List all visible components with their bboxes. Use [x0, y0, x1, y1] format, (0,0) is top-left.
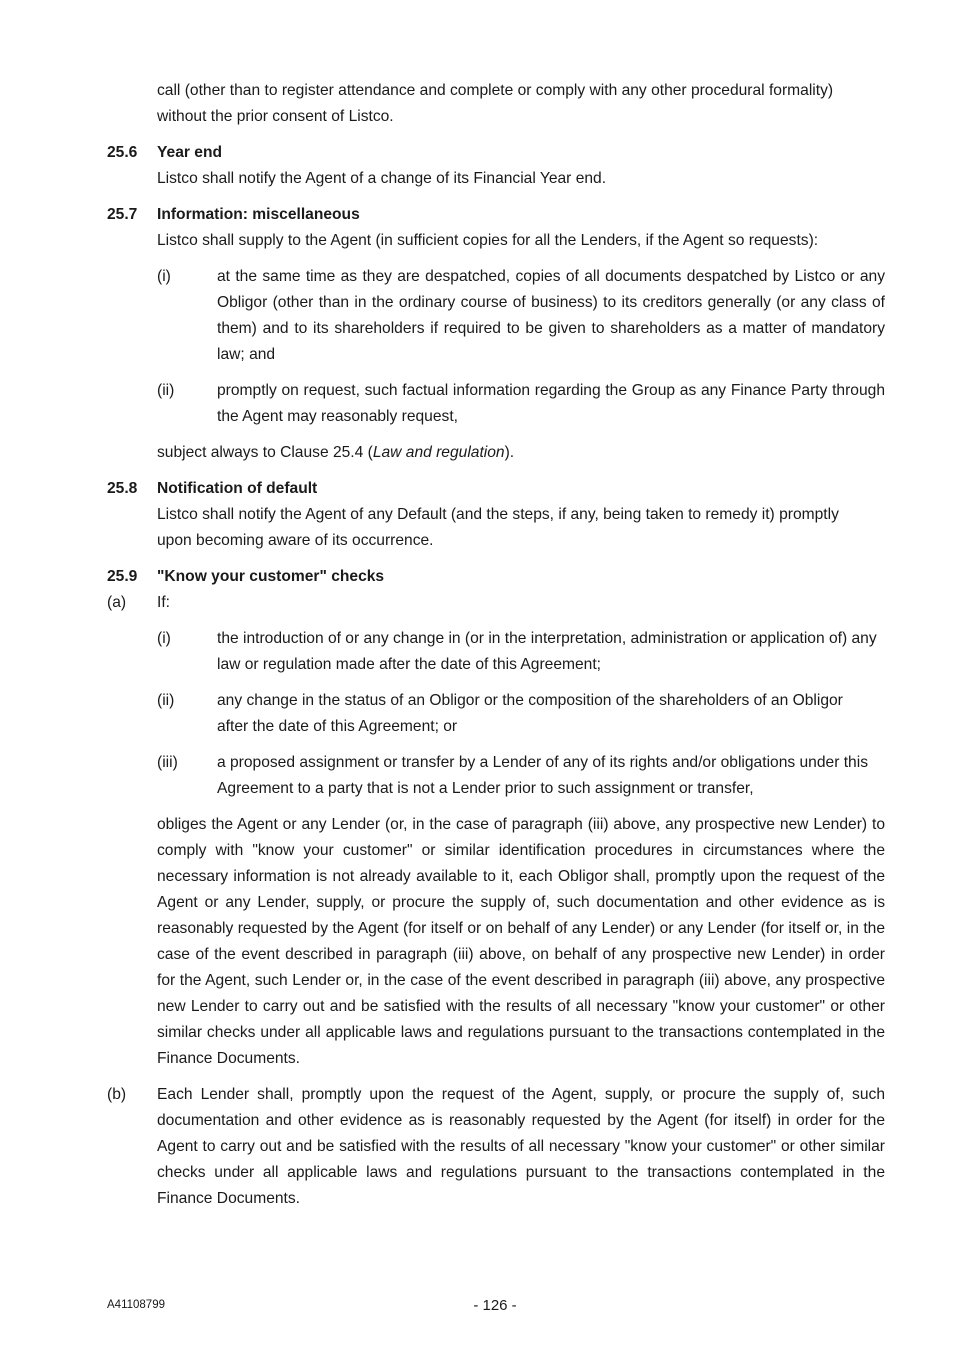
closing-prefix: subject always to Clause 25.4 (: [157, 444, 373, 461]
clause-25-9-item-ii: any change in the status of an Obligor or the composition of the shareholders of an Obligor after the date of this Agreement; or: [217, 692, 843, 735]
clause-heading-notification-of-default: Notification of default: [157, 480, 318, 497]
item-label-iii: (iii): [157, 754, 178, 771]
clause-25-6-text: Listco shall notify the Agent of a change of its Financial Year end.: [157, 170, 607, 187]
clause-25-9-item-iii: a proposed assignment or transfer by a Lender of any of its rights and/or obligations under this Agreement to a party that is not a Lender prior to such assignment or transfer,: [217, 754, 868, 797]
clause-heading-know-your-customer: "Know your customer" checks: [157, 568, 385, 585]
clause-25-9-b-text: Each Lender shall, promptly upon the request of the Agent, supply, or procure the supply of, such documentation and other evidence as is reasonably requested by the Agent (for itself) in order for the Agent to carry out and be satisfied with the results of all necessary "know your customer" or other similar checks under all applicable laws and regulations pursuant to the transactions contemplated in the Finance Documents.: [157, 1086, 885, 1207]
item-label-ii: (ii): [157, 692, 175, 709]
clause-number-25-9: 25.9: [107, 568, 138, 585]
closing-italic-reference: Law and regulation: [372, 444, 505, 461]
continuation-paragraph: call (other than to register attendance and complete or comply with any other procedural formality) without the prior consent of Listco.: [157, 82, 834, 125]
item-label-i: (i): [157, 630, 171, 647]
clause-25-9-item-i: the introduction of or any change in (or in the interpretation, administration or application of) any law or regulation made after the date of this Agreement;: [217, 630, 877, 673]
clause-25-7-item-i: at the same time as they are despatched, copies of all documents despatched by Listco or any Obligor (other than in the ordinary course of business) to its creditors generally (or any class of them) and to its shareholders if required to be given to shareholders as a matter of mandatory law; and: [217, 268, 885, 363]
clause-number-25-6: 25.6: [107, 144, 138, 161]
clause-25-9-a-closing: obliges the Agent or any Lender (or, in the case of paragraph (iii) above, any prospective new Lender) to comply with "know your customer" or similar identification procedures in circumstances where the necessary information is not already available to it, each Obligor shall, promptly upon the request of the Agent or any Lender, supply, or procure the supply of, such documentation and other evidence as is reasonably requested by the Agent (for itself or on behalf of any Lender) or any Lender (for itself or, in the case of the event described in paragraph (iii) above, on behalf of any prospective new Lender) in order for the Agent, such Lender or, in the case of the event described in paragraph (iii) above, any prospective new Lender to carry out and be satisfied with the results of all necessary "know your customer" or other similar checks under all applicable laws and regulations pursuant to the transactions contemplated in the Finance Documents.: [157, 816, 885, 1067]
page-number: - 126 -: [473, 1297, 517, 1314]
closing-suffix: ).: [504, 444, 515, 461]
clause-25-8-text: Listco shall notify the Agent of any Default (and the steps, if any, being taken to remedy it) promptly upon becoming aware of its occurrence.: [157, 506, 839, 549]
clause-25-7-closing: [157, 440, 885, 466]
paragraph-a-intro: If:: [157, 594, 170, 611]
clause-25-7-intro: Listco shall supply to the Agent (in sufficient copies for all the Lenders, if the Agent so requests):: [157, 232, 819, 249]
clause-number-25-7: 25.7: [107, 206, 138, 223]
clause-number-25-8: 25.8: [107, 480, 138, 497]
item-label-ii: (ii): [157, 382, 175, 399]
clause-25-7-item-ii: promptly on request, such factual information regarding the Group as any Finance Party through the Agent may reasonably request,: [217, 382, 885, 425]
paragraph-label-a: (a): [107, 594, 127, 611]
paragraph-label-b: (b): [107, 1086, 127, 1103]
clause-heading-information: Information: miscellaneous: [157, 206, 360, 223]
clause-heading-year-end: Year end: [157, 144, 223, 161]
item-label-i: (i): [157, 268, 171, 285]
document-reference: A41108799: [107, 1299, 165, 1311]
